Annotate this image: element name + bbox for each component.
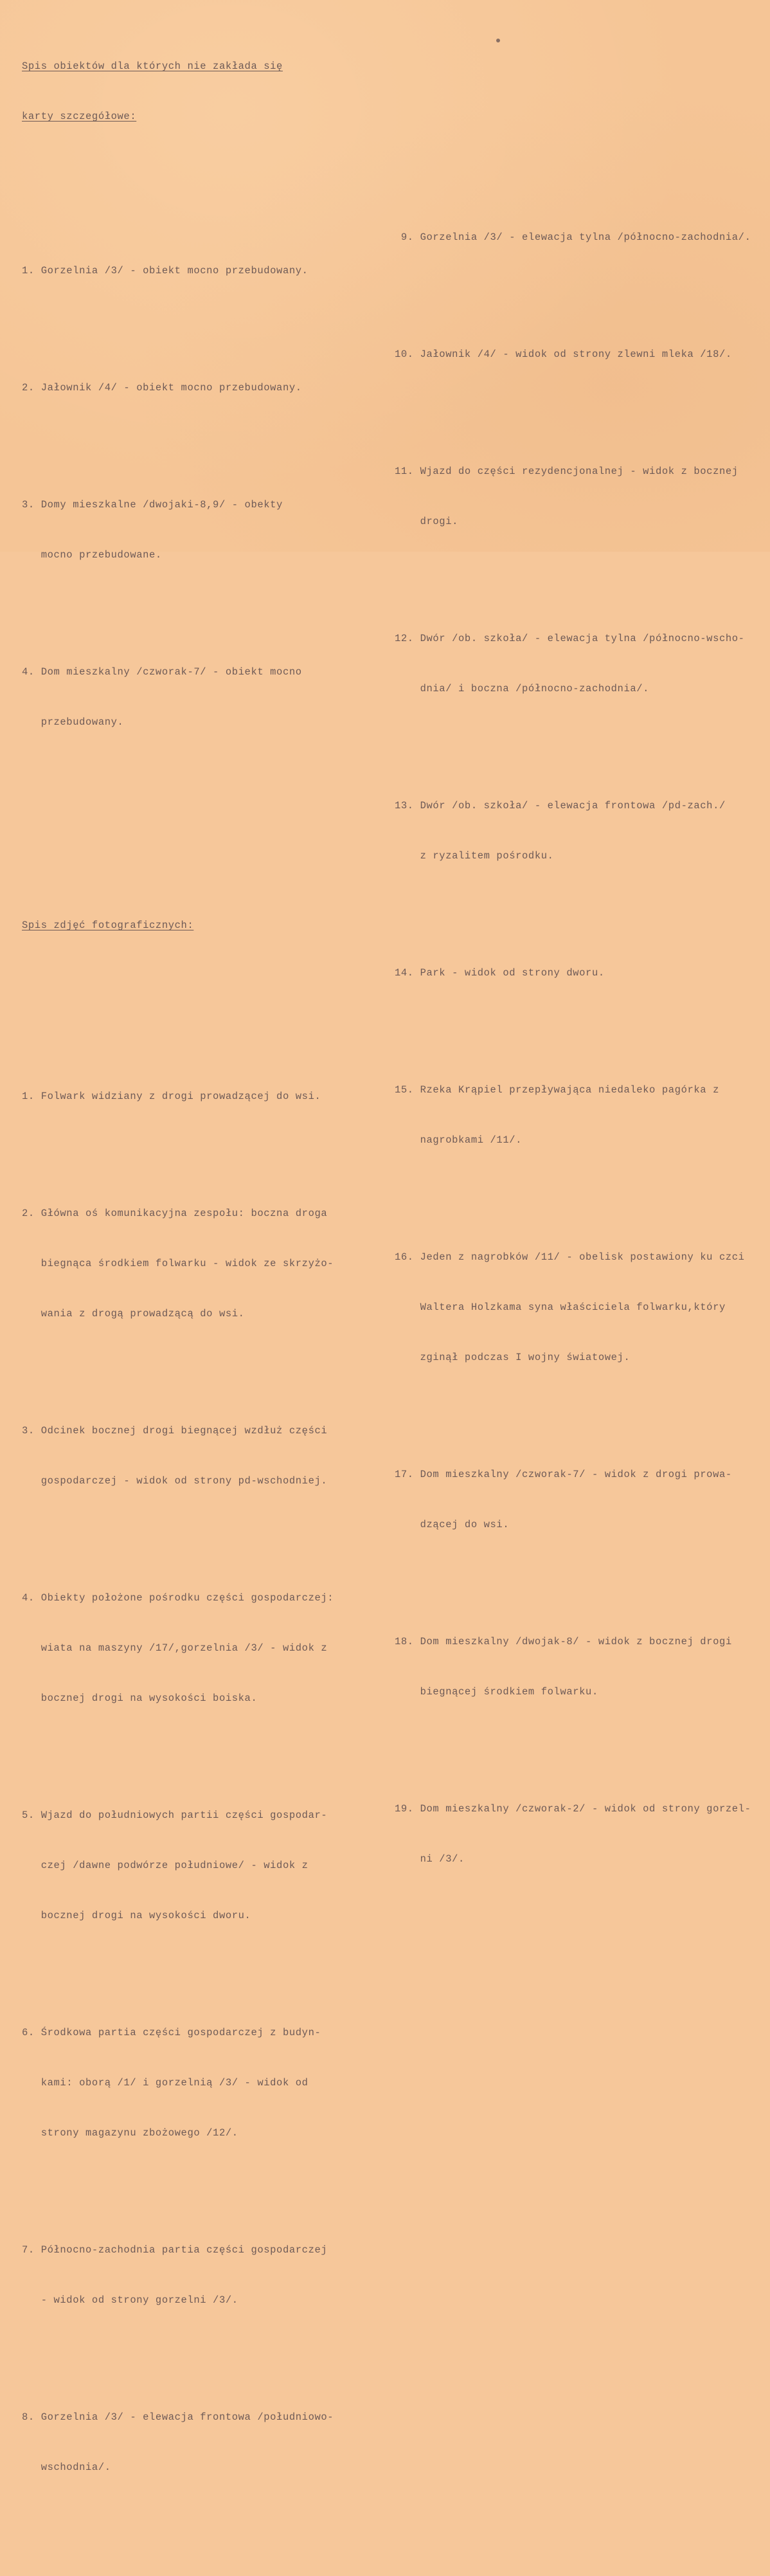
list-item (395, 313, 770, 396)
list-item-line: 3. Domy mieszkalne /dwojaki-8,9/ - obekty (22, 499, 283, 511)
list-item (395, 1767, 770, 1901)
list-item-line: mocno przebudowane. (22, 549, 162, 561)
list-item-line: 6. Środkowa partia części gospodarczej z budyn- (22, 2027, 321, 2038)
list-item-line: 4. Dom mieszkalny /czworak-7/ - obiekt mocno (22, 666, 302, 678)
objects-heading-line-2: karty szczegółowe: (22, 111, 137, 122)
list-item-line: zginął podczas I wojny światowej. (395, 1352, 631, 1363)
list-item-line: dzącej do wsi. (395, 1519, 510, 1530)
list-item-line: 13. Dwór /ob. szkoła/ - elewacja frontowa /pd-zach./ (395, 800, 726, 812)
list-item (22, 1172, 369, 1356)
list-item-line: 19. Dom mieszkalny /czworak-2/ - widok od strony gorzel- (395, 1803, 751, 1815)
list-item (395, 1433, 770, 1566)
list-item-line: - widok od strony gorzelni /3/. (22, 2294, 238, 2306)
list-item (395, 195, 770, 279)
list-item-line: 2. Jałownik /4/ - obiekt mocno przebudowany. (22, 382, 302, 394)
photos-list-right (395, 162, 770, 1934)
list-item (22, 1556, 369, 1740)
list-item (395, 931, 770, 1015)
list-item-line: 10. Jałownik /4/ - widok od strony zlewni mleka /18/. (395, 349, 732, 360)
list-item-line: kami: oborą /1/ i gorzelnią /3/ - widok od (22, 2077, 309, 2089)
list-item-line: czej /dawne podwórze południowe/ - widok z (22, 1860, 309, 1871)
list-item-line: 12. Dwór /ob. szkoła/ - elewacja tylna /północno-wscho- (395, 633, 745, 644)
list-item-line: biegnącej środkiem folwarku. (395, 1686, 598, 1698)
list-item (22, 2375, 369, 2509)
list-item-line: 1. Gorzelnia /3/ - obiekt mocno przebudowany. (22, 265, 309, 277)
list-item (395, 597, 770, 730)
list-item (22, 229, 369, 313)
list-item-line: 1. Folwark widziany z drogi prowadzącej do wsi. (22, 1091, 321, 1102)
list-item (22, 1773, 369, 1957)
list-item-line: 2. Główna oś komunikacyjna zespołu: boczna droga (22, 1208, 328, 1219)
list-item-line: 16. Jeden z nagrobków /11/ - obelisk postawiony ku czci (395, 1251, 745, 1263)
list-item-line: 17. Dom mieszkalny /czworak-7/ - widok z drogi prowa- (395, 1469, 732, 1480)
list-item-line: 9. Gorzelnia /3/ - elewacja tylna /północno-zachodnia/. (395, 231, 751, 243)
photos-list-left (22, 1021, 369, 2543)
right-column (395, 129, 770, 1968)
list-item-line: strony magazynu zbożowego /12/. (22, 2127, 238, 2139)
list-item-line: nagrobkami /11/. (395, 1134, 523, 1146)
list-item (22, 1389, 369, 1523)
list-item-line: 15. Rzeka Krąpiel przepływająca niedaleko pagórka z (395, 1084, 719, 1096)
list-item-line: drogi. (395, 516, 459, 527)
list-item-line: 18. Dom mieszkalny /dwojak-8/ - widok z bocznej drogi (395, 1636, 732, 1647)
list-item (22, 346, 369, 430)
objects-list (22, 195, 369, 797)
list-item-line: 7. Północno-zachodnia partia części gospodarczej (22, 2244, 328, 2256)
list-item (395, 430, 770, 563)
list-item-line: 11. Wjazd do części rezydencjonalnej - widok z bocznej (395, 466, 739, 477)
list-item (395, 1600, 770, 1734)
list-item-line: wania z drogą prowadzącą do wsi. (22, 1308, 245, 1320)
list-item (22, 1991, 369, 2175)
list-item (395, 1048, 770, 1182)
left-column (22, 24, 369, 2576)
list-item-line: 3. Odcinek bocznej drogi biegnącej wzdłuż części (22, 1425, 328, 1437)
list-item-line: przebudowany. (22, 716, 124, 728)
list-item (22, 2208, 369, 2342)
list-item (395, 764, 770, 898)
list-item-line: ni /3/. (395, 1853, 465, 1865)
list-item-line: gospodarczej - widok od strony pd-wschodniej. (22, 1475, 328, 1487)
list-item (22, 630, 369, 764)
list-item-line: 14. Park - widok od strony dworu. (395, 967, 605, 979)
list-item-line: 8. Gorzelnia /3/ - elewacja frontowa /południowo- (22, 2411, 334, 2423)
list-item-line: 4. Obiekty położone pośrodku części gospodarczej: (22, 1592, 334, 1604)
photos-heading: Spis zdjęć fotograficznych: (22, 920, 194, 931)
list-item (22, 1055, 369, 1138)
objects-heading-line-1: Spis obiektów dla których nie zakłada się (22, 60, 283, 72)
list-item-line: wschodnia/. (22, 2462, 111, 2473)
list-item-line: wiata na maszyny /17/,gorzelnia /3/ - widok z (22, 1642, 328, 1654)
list-item-line: 5. Wjazd do południowych partii części gospodar- (22, 1810, 328, 1821)
list-item (22, 463, 369, 597)
list-item-line: biegnąca środkiem folwarku - widok ze skrzyżo- (22, 1258, 334, 1269)
list-item-line: Waltera Holzkama syna właściciela folwarku,który (395, 1302, 726, 1313)
list-item-line: bocznej drogi na wysokości dworu. (22, 1910, 251, 1921)
list-item-line: z ryzalitem pośrodku. (395, 850, 554, 862)
ink-spot (496, 39, 500, 42)
list-item-line: bocznej drogi na wysokości boiska. (22, 1692, 258, 1704)
list-item-line: dnia/ i boczna /północno-zachodnia/. (395, 683, 650, 694)
list-item (395, 1215, 770, 1399)
